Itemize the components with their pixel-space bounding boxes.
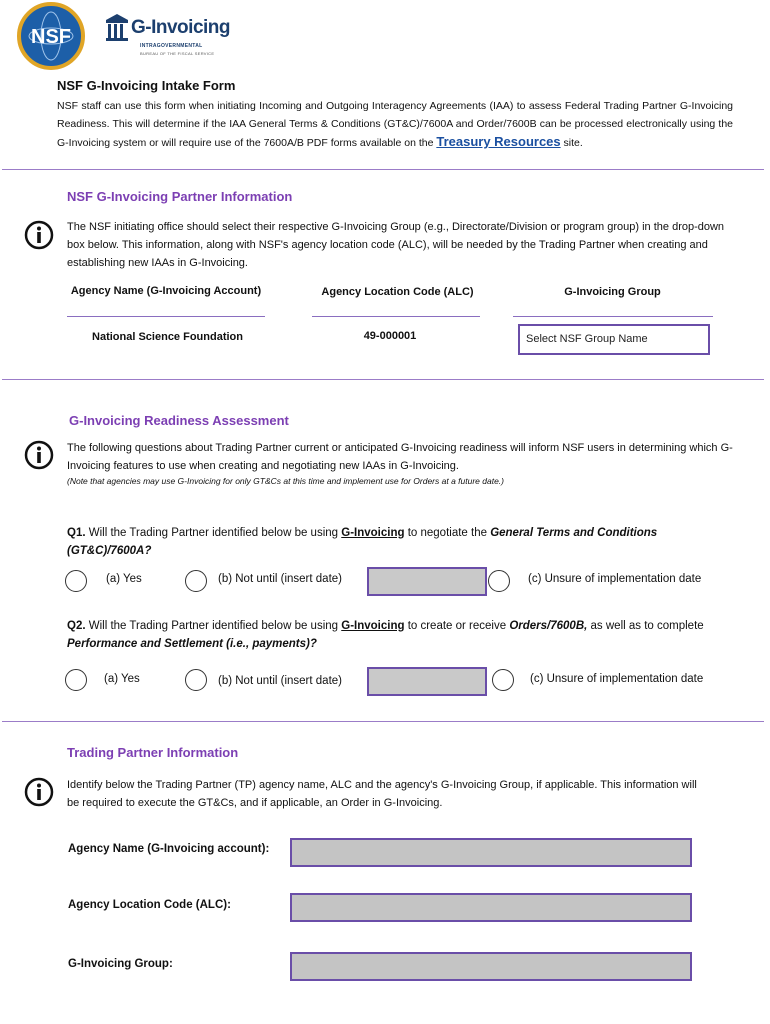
q2-text-b: to create or receive <box>404 620 510 632</box>
q1-radio-unsure[interactable] <box>488 570 510 592</box>
q1-text <box>67 524 727 560</box>
q2-radio-unsure[interactable] <box>492 669 514 691</box>
q2-text-a: Will the Trading Partner identified below be using <box>85 620 342 632</box>
q1-label: Q1. <box>67 527 86 539</box>
q2-date-input[interactable] <box>367 667 487 696</box>
q2-text-c: as well as to complete <box>587 620 704 632</box>
q1-option-yes: (a) Yes <box>106 573 142 585</box>
q2-label: Q2. <box>67 620 86 632</box>
readiness-title: G-Invoicing Readiness Assessment <box>69 413 289 428</box>
tp-alc-label: Agency Location Code (ALC): <box>68 899 231 911</box>
q2-option-not-until: (b) Not until (insert date) <box>218 675 342 687</box>
agency-name-value: National Science Foundation <box>92 331 243 343</box>
intro-paragraph <box>57 97 733 152</box>
nsf-logo <box>14 2 88 70</box>
q2-radio-yes[interactable] <box>65 669 87 691</box>
form-title: NSF G-Invoicing Intake Form <box>57 78 236 93</box>
info-icon <box>24 220 54 250</box>
col-header-agency: Agency Name (G-Invoicing Account) <box>70 285 262 297</box>
ginvoicing-logo-title: G-Invoicing <box>131 17 230 38</box>
partner-info-title: NSF G-Invoicing Partner Information <box>67 189 293 204</box>
q1-text-a: Will the Trading Partner identified below be using <box>85 527 342 539</box>
q1-date-input[interactable] <box>367 567 487 596</box>
col-rule-group <box>513 316 713 317</box>
section-divider <box>2 169 764 170</box>
q2-emphasis-performance: Performance and Settlement (i.e., payments)? <box>67 638 317 650</box>
q1-text-b: to negotiate the <box>404 527 491 539</box>
intro-text: NSF staff can use this form when initiating Incoming and Outgoing Interagency Agreements (IAA) to assess Federal Trading Partner G-Invoicing Readiness. This will determine if the IAA General Terms & Conditions (GT&C)/7600A and Order/7600B can be processed electronically using the G-Invoicing system or will require use of the 7600A/B PDF forms available on the <box>57 100 733 149</box>
q1-ginvoicing-link: G-Invoicing <box>341 527 405 539</box>
q2-emphasis-orders: Orders/7600B, <box>509 620 588 632</box>
nsf-group-select[interactable]: Select NSF Group Name <box>518 324 710 355</box>
ginvoicing-logo-subtitle: INTRAGOVERNMENTAL <box>140 43 203 49</box>
q2-option-yes: (a) Yes <box>104 673 140 685</box>
intro-end: site. <box>560 137 583 149</box>
q1-emphasis: General Terms and Conditions (GT&C)/7600A? <box>67 527 658 557</box>
readiness-note: (Note that agencies may use G-Invoicing for only GT&Cs at this time and implement use for Orders at a future date.) <box>67 476 504 486</box>
tp-agency-input[interactable] <box>290 838 692 867</box>
treasury-resources-link[interactable]: Treasury Resources <box>436 134 561 149</box>
tp-group-label: G-Invoicing Group: <box>68 958 173 970</box>
info-icon <box>24 777 54 807</box>
tp-group-input[interactable] <box>290 952 692 981</box>
partner-info-description: The NSF initiating office should select their respective G-Invoicing Group (e.g., Directorate/Division or program group) in the drop-down box below. This information, along with NSF's agency location code (ALC), will be needed by the Trading Partner when creating and establishing new IAAs in G-Invoicing. <box>67 221 725 269</box>
q2-option-unsure: (c) Unsure of implementation date <box>530 673 704 685</box>
q1-option-unsure: (c) Unsure of implementation date <box>528 573 702 585</box>
q1-radio-yes[interactable] <box>65 570 87 592</box>
svg-text:NSF: NSF <box>31 26 71 48</box>
q2-ginvoicing-link: G-Invoicing <box>341 620 405 632</box>
trading-partner-title: Trading Partner Information <box>67 745 239 760</box>
tp-agency-label: Agency Name (G-Invoicing account): <box>68 843 270 855</box>
col-header-alc: Agency Location Code (ALC) <box>321 286 474 298</box>
q2-radio-not-until[interactable] <box>185 669 207 691</box>
section-divider <box>2 721 764 722</box>
section-divider <box>2 379 764 380</box>
col-header-group: G-Invoicing Group <box>564 286 661 298</box>
ginvoicing-logo-tagline: BUREAU OF THE FISCAL SERVICE <box>140 51 215 56</box>
q1-option-not-until: (b) Not until (insert date) <box>218 573 342 585</box>
q2-text <box>67 617 727 653</box>
col-rule-alc <box>312 316 480 317</box>
alc-value: 49-000001 <box>363 330 417 342</box>
trading-partner-description: Identify below the Trading Partner (TP) agency name, ALC and the agency's G-Invoicing Group, if applicable. This information will be required to execute the GT&Cs, and if applicable, an Order in G-Invoicing. <box>67 779 697 809</box>
readiness-description: The following questions about Trading Partner current or anticipated G-Invoicing readiness will inform NSF users in determining which G-Invoicing features to use when creating and negotiating new IAAs in G-Invoicing. <box>67 442 733 472</box>
col-rule-agency <box>67 316 265 317</box>
q1-radio-not-until[interactable] <box>185 570 207 592</box>
info-icon <box>24 440 54 470</box>
tp-alc-input[interactable] <box>290 893 692 922</box>
